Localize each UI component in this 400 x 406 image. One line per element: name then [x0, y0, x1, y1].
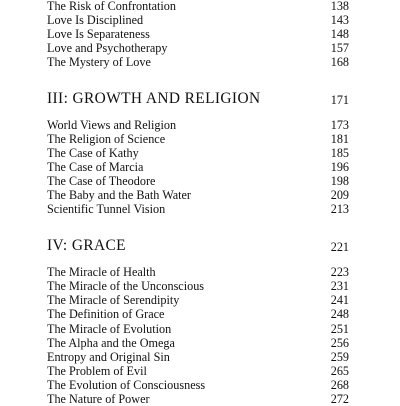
toc-entry [47, 364, 349, 378]
toc-entry [47, 378, 349, 392]
toc-entry-page: 173 [330, 118, 349, 132]
part-heading-title: III: GROWTH AND RELIGION [47, 90, 261, 107]
toc-entry-title: The Alpha and the Omega [47, 336, 175, 350]
toc-entry [47, 265, 349, 279]
toc-entry-title: The Case of Marcia [47, 160, 144, 174]
toc-entry-page: 143 [330, 13, 349, 27]
toc-entry-page: 196 [330, 160, 349, 174]
toc-entry-title: Love Is Separateness [47, 27, 150, 41]
toc-entry [47, 336, 349, 350]
toc-entry-page: 256 [330, 336, 349, 350]
toc-entry [47, 350, 349, 364]
toc-entry [47, 202, 349, 216]
toc-entry [47, 188, 349, 202]
toc-entry [47, 174, 349, 188]
toc-entry-title: The Baby and the Bath Water [47, 188, 191, 202]
toc-entry-page: 272 [330, 392, 349, 406]
toc-entry-page: 148 [330, 27, 349, 41]
toc-entry-page: 181 [330, 132, 349, 146]
toc-entry-title: The Case of Theodore [47, 174, 156, 188]
toc-entry-page: 213 [330, 202, 349, 216]
toc-entry [47, 322, 349, 336]
toc-entry-title: The Problem of Evil [47, 364, 147, 378]
toc-entry-page: 185 [330, 146, 349, 160]
toc-entry-title: The Miracle of Serendipity [47, 293, 180, 307]
toc-entry-page: 259 [330, 350, 349, 364]
toc-entry [47, 55, 349, 69]
part-heading-page: 221 [330, 240, 349, 254]
toc-entry [47, 279, 349, 293]
toc-entry-title: Love Is Disciplined [47, 13, 144, 27]
toc-entry-title: The Definition of Grace [47, 307, 165, 321]
toc-entry-title: The Risk of Confrontation [47, 0, 176, 13]
toc-entry-page: 251 [330, 322, 349, 336]
toc-entry-title: Love and Psychotherapy [47, 41, 168, 55]
part-heading [47, 90, 349, 108]
toc-entry-title: The Mystery of Love [47, 55, 151, 69]
part-heading [47, 237, 349, 255]
toc-entry [47, 392, 349, 406]
part-heading-page: 171 [330, 93, 349, 107]
toc-entry-page: 138 [330, 0, 349, 13]
toc-entry-page: 248 [330, 307, 349, 321]
toc-entry-title: The Nature of Power [47, 392, 150, 406]
toc-entry [47, 27, 349, 41]
toc-entry-page: 209 [330, 188, 349, 202]
toc-entry [47, 293, 349, 307]
toc-entry [47, 160, 349, 174]
toc-entry-title: The Case of Kathy [47, 146, 139, 160]
toc-entry-page: 231 [330, 279, 349, 293]
toc-entry-title: The Miracle of Evolution [47, 322, 172, 336]
toc-entry [47, 132, 349, 146]
part-heading-title: IV: GRACE [47, 237, 126, 254]
toc-entry-title: The Miracle of the Unconscious [47, 279, 205, 293]
toc-entry-page: 241 [330, 293, 349, 307]
toc-entry [47, 307, 349, 321]
toc-entry [47, 13, 349, 27]
toc-entry-page: 198 [330, 174, 349, 188]
toc-entry-page: 168 [330, 55, 349, 69]
toc-entry-title: World Views and Religion [47, 118, 177, 132]
toc-entry-title: The Religion of Science [47, 132, 166, 146]
toc-entry [47, 41, 349, 55]
toc-entry [47, 118, 349, 132]
toc-entry-title: The Evolution of Consciousness [47, 378, 206, 392]
toc-entry [47, 146, 349, 160]
toc-entry-page: 265 [330, 364, 349, 378]
toc-entry-page: 223 [330, 265, 349, 279]
toc-entry-title: Scientific Tunnel Vision [47, 202, 166, 216]
toc-entry [47, 0, 349, 13]
toc-entry-page: 268 [330, 378, 349, 392]
toc-entry-title: The Miracle of Health [47, 265, 156, 279]
toc-entry-title: Entropy and Original Sin [47, 350, 170, 364]
toc-entry-page: 157 [330, 41, 349, 55]
